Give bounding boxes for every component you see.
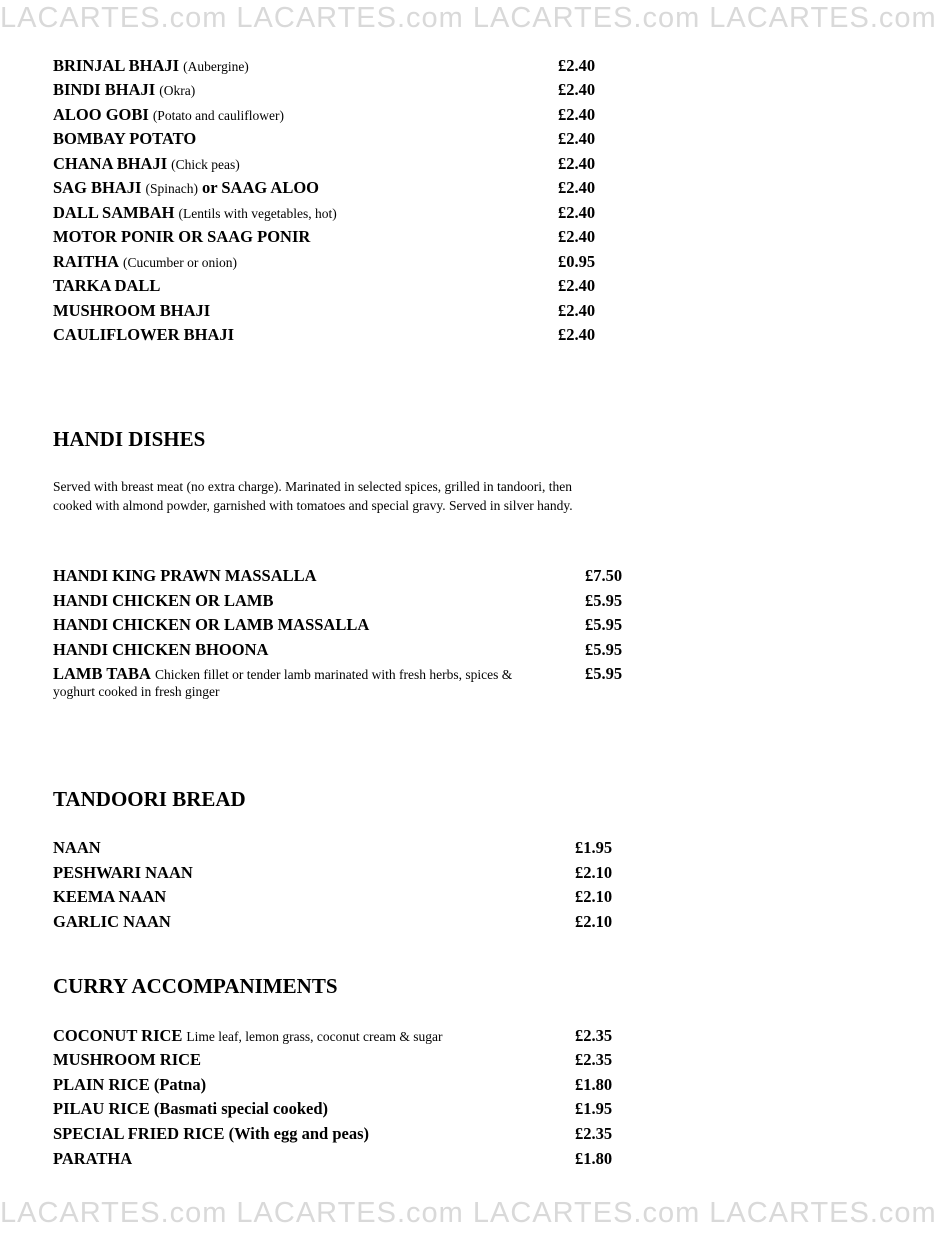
watermark-top	[0, 0, 937, 38]
section-title: HANDI DISHES	[53, 427, 206, 451]
item-price: £2.10	[575, 863, 613, 882]
item-price: £1.80	[575, 1149, 613, 1168]
item-desc: (Okra)	[159, 83, 196, 98]
item-price: £2.40	[558, 325, 596, 344]
item-name: MOTOR PONIR OR SAAG PONIR	[53, 227, 311, 246]
item-price: £2.35	[575, 1050, 613, 1069]
item-price: £1.80	[575, 1075, 613, 1094]
watermark-text: LACARTES.com	[0, 2, 228, 34]
item-price: £5.95	[585, 640, 623, 659]
menu-item	[53, 227, 310, 247]
watermark-bottom	[0, 1193, 937, 1233]
item-price: £0.95	[558, 252, 596, 271]
item-price: £2.40	[558, 227, 596, 246]
watermark-text: LACARTES.com	[472, 2, 701, 34]
section-intro: Served with breast meat (no extra charge). Marinated in selected spices, grilled in tandoori, then cooked with almond powder, garnished with tomatoes and special gravy. Served in silver handy.	[53, 479, 573, 513]
menu-item	[53, 887, 166, 907]
item-price: £2.35	[575, 1026, 613, 1045]
item-name-suffix: or SAAG ALOO	[201, 178, 320, 197]
section-title: CURRY ACCOMPANIMENTS	[53, 974, 338, 998]
menu-item	[53, 1050, 201, 1070]
item-name: HANDI CHICKEN BHOONA	[53, 640, 269, 659]
item-price: £5.95	[585, 664, 623, 683]
item-desc: Lime leaf, lemon grass, coconut cream & sugar	[186, 1029, 443, 1044]
item-desc: (Lentils with vegetables, hot)	[178, 206, 337, 221]
menu-item	[53, 276, 160, 296]
menu-item	[53, 154, 240, 174]
menu-item	[53, 105, 284, 125]
menu-item	[53, 640, 268, 660]
menu-item	[53, 301, 210, 321]
item-desc: (Chick peas)	[171, 157, 240, 172]
item-name: RAITHA	[53, 252, 120, 271]
menu-item	[53, 566, 317, 586]
item-price: £2.40	[558, 203, 596, 222]
item-name: HANDI CHICKEN OR LAMB MASSALLA	[53, 615, 370, 634]
item-name: BOMBAY POTATO	[53, 129, 197, 148]
item-price: £2.40	[558, 105, 596, 124]
watermark-text: LACARTES.com	[709, 2, 937, 34]
item-name: MUSHROOM BHAJI	[53, 301, 211, 320]
watermark-text: LACARTES.com	[709, 1197, 937, 1229]
menu-item	[53, 129, 196, 149]
item-name: DALL SAMBAH	[53, 203, 175, 222]
item-desc: Chicken fillet or tender lamb marinated with fresh herbs, spices &	[154, 667, 513, 682]
item-price: £2.40	[558, 154, 596, 173]
menu-item	[53, 863, 193, 883]
item-price: £2.40	[558, 129, 596, 148]
item-name: NAAN	[53, 838, 101, 857]
item-name: PESHWARI NAAN	[53, 863, 193, 882]
menu-item	[53, 912, 171, 932]
item-desc: (Spinach)	[145, 181, 198, 196]
item-price: £1.95	[575, 1099, 613, 1118]
item-name: BINDI BHAJI	[53, 80, 156, 99]
menu-item	[53, 615, 369, 635]
menu-item	[53, 1075, 206, 1095]
item-price: £1.95	[575, 838, 613, 857]
item-price: £2.10	[575, 887, 613, 906]
menu-item	[53, 1026, 442, 1046]
item-name: PILAU RICE (Basmati special cooked)	[53, 1099, 328, 1118]
item-price: £2.35	[575, 1124, 613, 1143]
item-name: COCONUT RICE	[53, 1026, 183, 1045]
menu-item	[53, 1124, 369, 1144]
item-price: £2.40	[558, 301, 596, 320]
item-desc: (Cucumber or onion)	[123, 255, 237, 270]
item-price: £2.40	[558, 56, 596, 75]
item-name: CAULIFLOWER BHAJI	[53, 325, 235, 344]
menu-item	[53, 591, 273, 611]
item-name: MUSHROOM RICE	[53, 1050, 202, 1069]
item-desc: (Aubergine)	[183, 59, 249, 74]
item-name: SPECIAL FRIED RICE (With egg and peas)	[53, 1124, 369, 1143]
menu-item	[53, 56, 249, 76]
item-price: £2.40	[558, 276, 596, 295]
item-price: £7.50	[585, 566, 623, 585]
item-desc: (Potato and cauliflower)	[152, 108, 285, 123]
item-desc-line2: yoghurt cooked in fresh ginger	[53, 684, 220, 699]
item-price: £2.40	[558, 178, 596, 197]
item-name: HANDI KING PRAWN MASSALLA	[53, 566, 317, 585]
item-name: LAMB TABA	[53, 664, 151, 683]
watermark-text: LACARTES.com	[0, 1197, 228, 1229]
item-price: £5.95	[585, 615, 623, 634]
menu-item	[53, 325, 234, 345]
menu-item	[53, 252, 237, 272]
item-name: CHANA BHAJI	[53, 154, 168, 173]
menu-item	[53, 178, 319, 198]
menu-item	[53, 80, 195, 100]
item-price: £2.10	[575, 912, 613, 931]
item-name: PLAIN RICE (Patna)	[53, 1075, 207, 1094]
watermark-text: LACARTES.com	[236, 2, 464, 34]
item-price: £2.40	[558, 80, 596, 99]
item-name: SAG BHAJI	[53, 178, 142, 197]
item-price: £5.95	[585, 591, 623, 610]
item-name: KEEMA NAAN	[53, 887, 167, 906]
watermark-text: LACARTES.com	[472, 1197, 701, 1229]
item-name: BRINJAL BHAJI	[53, 56, 180, 75]
item-name: GARLIC NAAN	[53, 912, 171, 931]
menu-item	[53, 838, 101, 858]
menu-item	[53, 664, 512, 684]
item-name: TARKA DALL	[53, 276, 161, 295]
item-name: PARATHA	[53, 1149, 133, 1168]
section-title: TANDOORI BREAD	[53, 787, 246, 811]
watermark-text: LACARTES.com	[236, 1197, 464, 1229]
item-name: ALOO GOBI	[53, 105, 149, 124]
menu-item	[53, 1149, 132, 1169]
item-name: HANDI CHICKEN OR LAMB	[53, 591, 274, 610]
menu-item	[53, 203, 337, 223]
menu-item	[53, 1099, 328, 1119]
